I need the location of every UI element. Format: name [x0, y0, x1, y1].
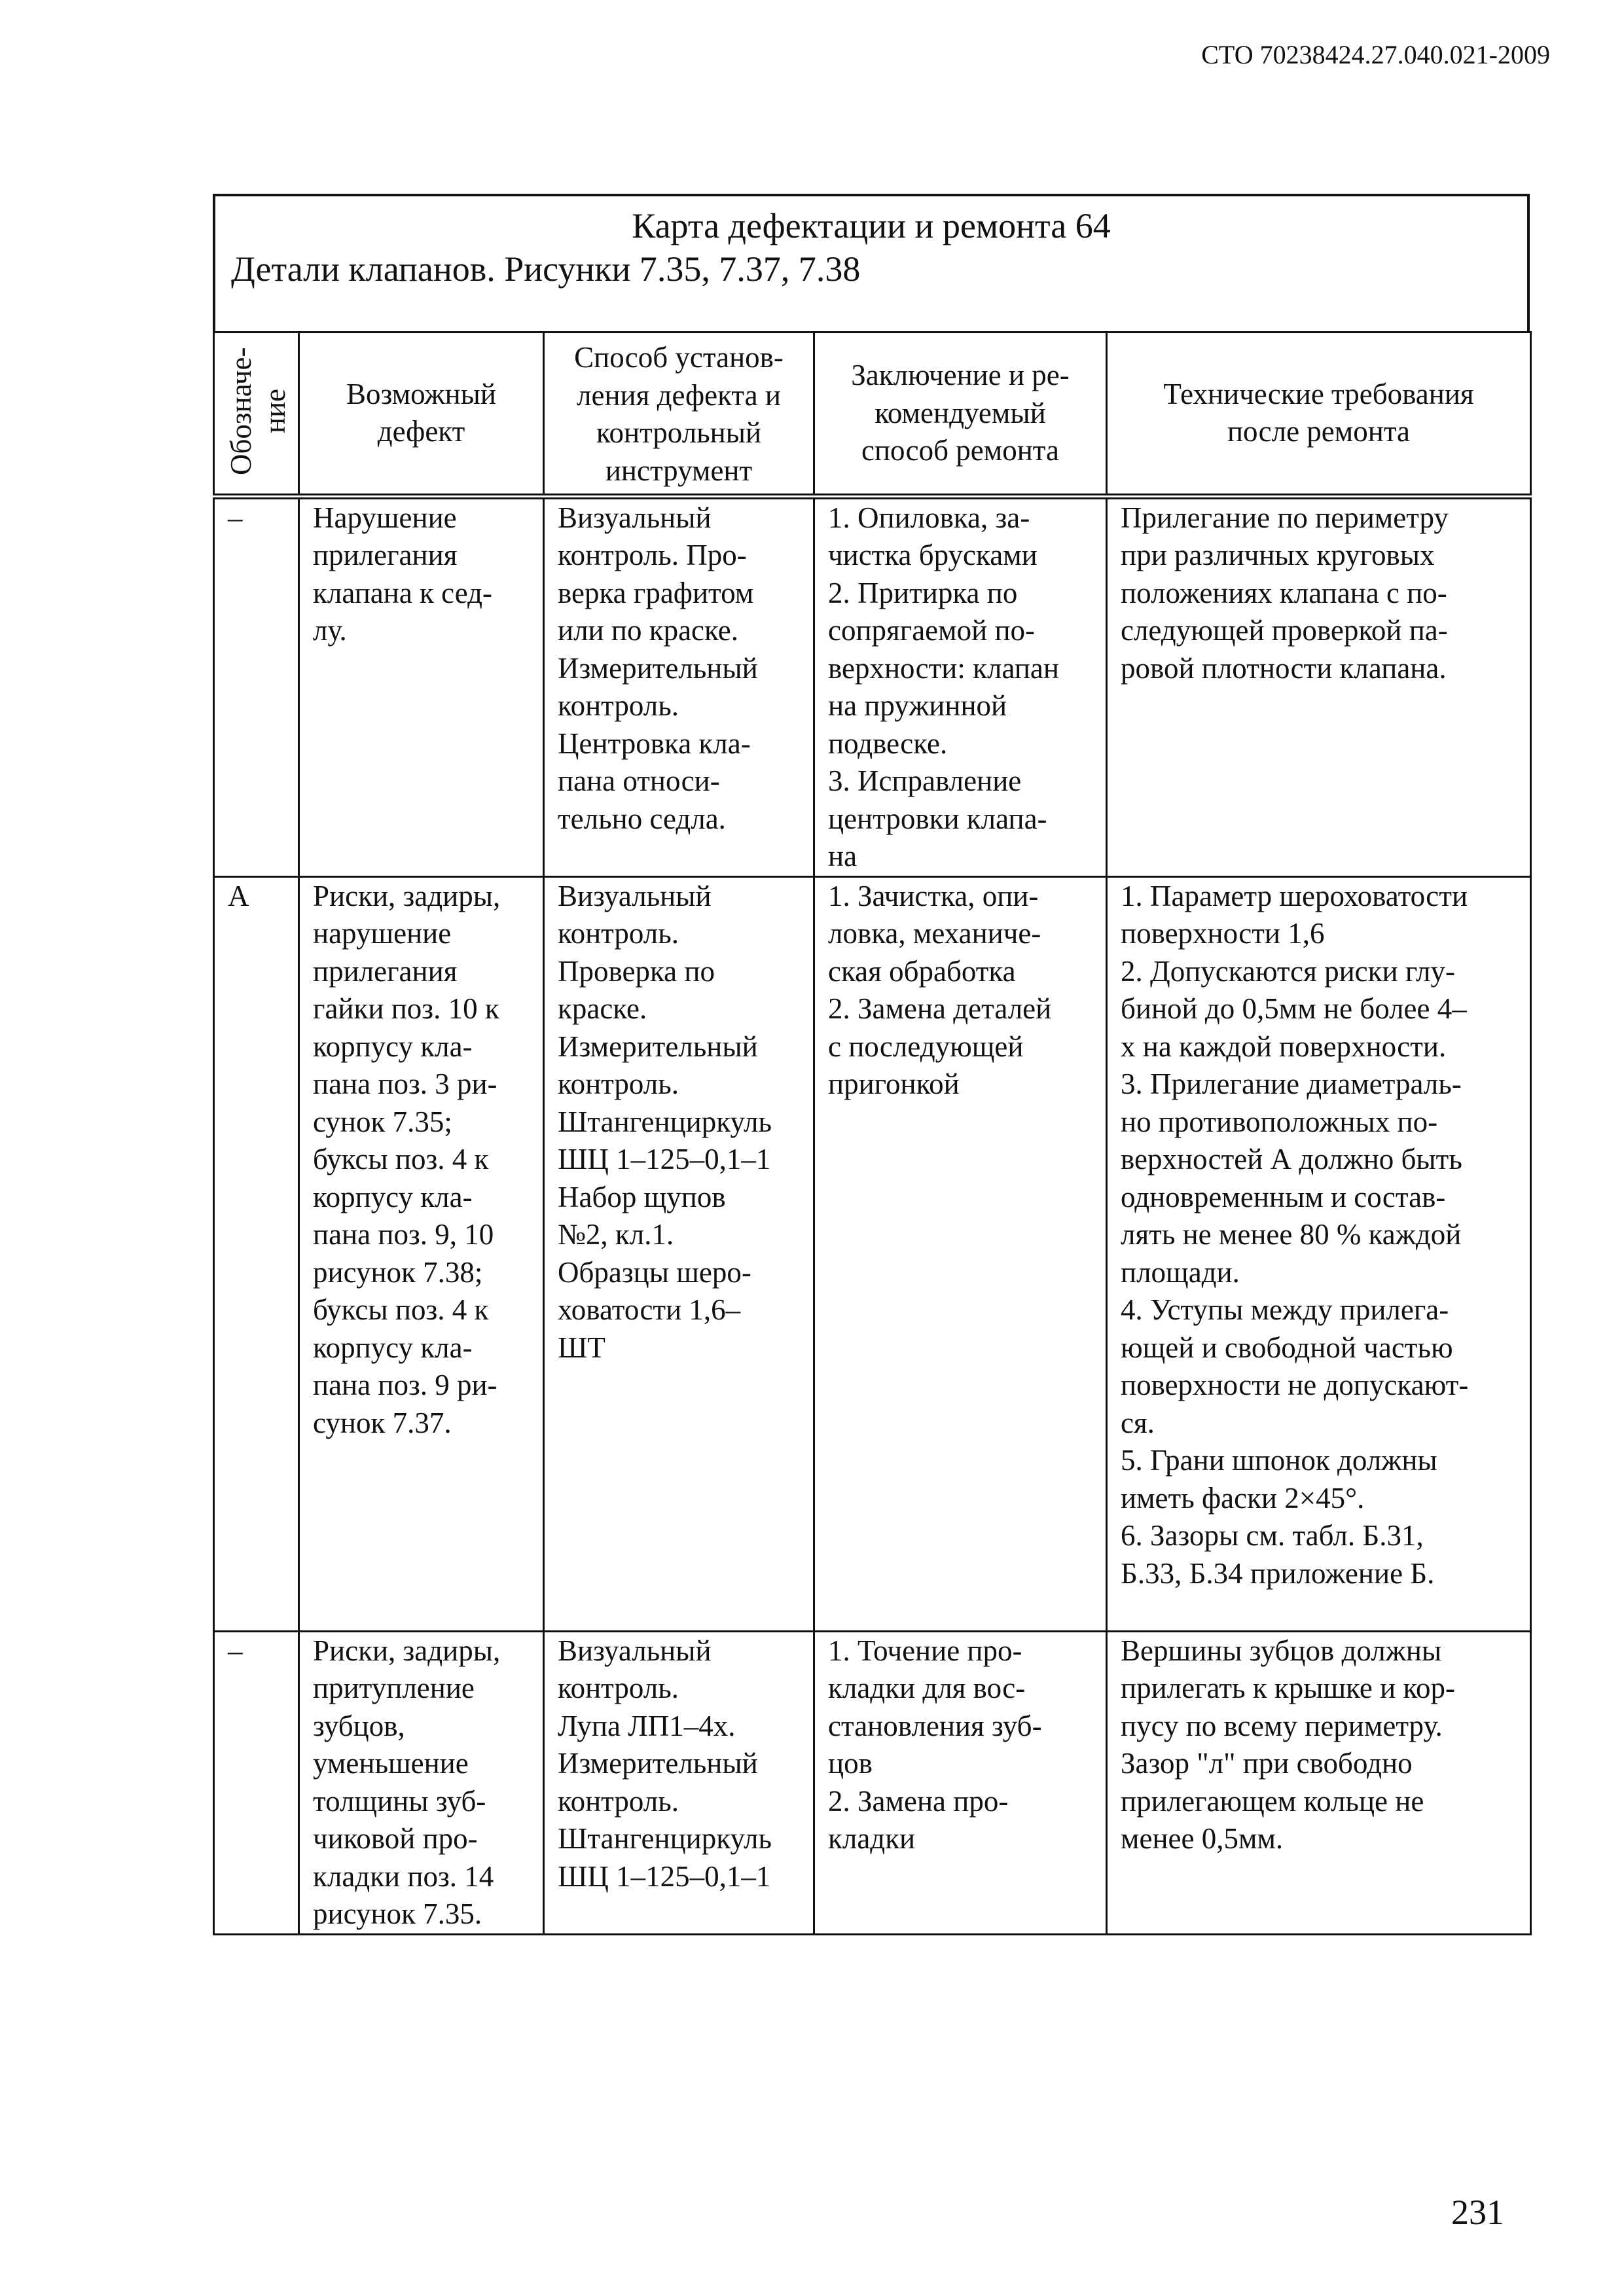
- cell-requirements: [1107, 496, 1531, 876]
- cell-conclusion: [814, 496, 1107, 876]
- cell-line: 2. Замена про-: [828, 1784, 1009, 1818]
- cell-line: кладки: [828, 1822, 916, 1855]
- cell-line: Прилегание по периметру: [1121, 501, 1449, 534]
- cell-line: лять не менее 80 % каждой: [1121, 1218, 1462, 1251]
- card-header-frame: [213, 194, 1530, 331]
- cell-line: толщины зуб-: [313, 1784, 486, 1818]
- table-row: [214, 1631, 1531, 1934]
- document-code: СТО 70238424.27.040.021-2009: [1201, 40, 1550, 69]
- header-line: Обозначе-: [225, 347, 257, 475]
- cell-line: 3. Исправление: [828, 764, 1022, 797]
- cell-line: контроль.: [558, 1067, 679, 1100]
- cell-defect: [299, 876, 544, 1631]
- cell-conclusion: [814, 876, 1107, 1631]
- table-header-row: [214, 332, 1531, 497]
- cell-method: [544, 496, 814, 876]
- defect-repair-table: [213, 331, 1532, 1935]
- cell-line: Вершины зубцов должны: [1121, 1634, 1442, 1667]
- cell-line: Риски, задиры,: [313, 879, 501, 912]
- cell-line: 1. Точение про-: [828, 1634, 1022, 1667]
- cell-line: Штангенциркуль: [558, 1105, 772, 1138]
- cell-line: контроль.: [558, 1784, 679, 1818]
- cell-method: [544, 876, 814, 1631]
- cell-designation: А: [214, 876, 299, 1631]
- cell-line: Визуальный: [558, 879, 712, 912]
- cell-line: поверхности не допускают-: [1121, 1369, 1469, 1401]
- cell-line: пана поз. 9 ри-: [313, 1369, 497, 1401]
- cell-line: 4. Уступы между прилега-: [1121, 1293, 1449, 1326]
- cell-designation: –: [214, 1631, 299, 1934]
- header-line: дефект: [377, 415, 465, 448]
- cell-line: ся.: [1121, 1406, 1155, 1439]
- cell-line: Образцы шеро-: [558, 1255, 751, 1289]
- cell-line: площади.: [1121, 1255, 1240, 1289]
- cell-line: 2. Притирка по: [828, 576, 1018, 609]
- cell-line: зубцов,: [313, 1709, 405, 1742]
- cell-line: Проверка по: [558, 954, 715, 988]
- cell-line: №2, кл.1.: [558, 1218, 674, 1251]
- cell-line: пригонкой: [828, 1067, 960, 1100]
- cell-line: 1. Параметр шероховатости: [1121, 879, 1468, 912]
- cell-line: Лупа ЛП1–4х.: [558, 1709, 736, 1742]
- cell-line: лу.: [313, 614, 347, 647]
- cell-line: Б.33, Б.34 приложение Б.: [1121, 1556, 1435, 1590]
- cell-line: Риски, задиры,: [313, 1634, 501, 1667]
- cell-line: ровой плотности клапана.: [1121, 651, 1447, 685]
- cell-line: 5. Грани шпонок должны: [1121, 1444, 1437, 1477]
- header-requirements: [1107, 332, 1531, 497]
- cell-line: чистка брусками: [828, 539, 1038, 571]
- cell-line: 1. Зачистка, опи-: [828, 879, 1039, 912]
- cell-line: нарушение: [313, 917, 452, 950]
- cell-line: притупление: [313, 1672, 475, 1704]
- cell-line: ШЦ 1–125–0,1–1: [558, 1859, 771, 1893]
- cell-line: контроль. Про-: [558, 539, 747, 571]
- cell-line: иметь фаски 2×45°.: [1121, 1481, 1365, 1515]
- cell-line: но противоположных по-: [1121, 1105, 1438, 1138]
- cell-line: контроль.: [558, 1672, 679, 1704]
- cell-line: 6. Зазоры см. табл. Б.31,: [1121, 1519, 1424, 1552]
- header-designation-text: [215, 333, 299, 484]
- cell-line: корпусу кла-: [313, 1331, 473, 1364]
- cell-line: верка графитом: [558, 576, 754, 609]
- cell-line: краске.: [558, 992, 647, 1025]
- cell-line: контроль.: [558, 917, 679, 950]
- table-row: [214, 876, 1531, 1631]
- card-subtitle: Детали клапанов. Рисунки 7.35, 7.37, 7.38: [231, 249, 861, 289]
- cell-line: ская обработка: [828, 954, 1016, 988]
- cell-line: при различных круговых: [1121, 539, 1435, 571]
- cell-line: 2. Допускаются риски глу-: [1121, 954, 1455, 988]
- cell-line: ющей и свободной частью: [1121, 1331, 1453, 1364]
- cell-line: центровки клапа-: [828, 802, 1047, 835]
- cell-line: сунок 7.35;: [313, 1105, 452, 1138]
- cell-line: буксы поз. 4 к: [313, 1143, 489, 1175]
- cell-line: корпусу кла-: [313, 1030, 473, 1063]
- cell-line: с последующей: [828, 1030, 1024, 1063]
- cell-line: на пружинной: [828, 689, 1007, 722]
- cell-line: на: [828, 840, 857, 872]
- cell-line: буксы поз. 4 к: [313, 1293, 489, 1326]
- header-line: ления дефекта и: [577, 378, 781, 412]
- cell-line: или по краске.: [558, 614, 738, 647]
- cell-line: сопрягаемой по-: [828, 614, 1036, 647]
- header-line: ние: [259, 388, 291, 434]
- cell-line: уменьшение: [313, 1747, 469, 1780]
- cell-line: Визуальный: [558, 501, 712, 534]
- header-line: контрольный: [596, 416, 762, 450]
- cell-line: верхностей А должно быть: [1121, 1143, 1462, 1175]
- table-row: [214, 496, 1531, 876]
- cell-line: чиковой про-: [313, 1822, 478, 1855]
- cell-line: Измерительный: [558, 1030, 758, 1063]
- header-method-text: [574, 339, 784, 490]
- cell-line: Визуальный: [558, 1634, 712, 1667]
- cell-line: биной до 0,5мм не более 4–: [1121, 992, 1467, 1025]
- cell-line: 2. Замена деталей: [828, 992, 1052, 1025]
- cell-requirements: [1107, 1631, 1531, 1934]
- cell-line: подвеске.: [828, 726, 948, 760]
- cell-line: сунок 7.37.: [313, 1406, 452, 1439]
- cell-line: контроль.: [558, 689, 679, 722]
- cell-requirements: [1107, 876, 1531, 1631]
- cell-line: верхности: клапан: [828, 651, 1059, 685]
- header-defect: [299, 332, 544, 497]
- cell-defect: [299, 496, 544, 876]
- cell-line: пусу по всему периметру.: [1121, 1709, 1443, 1742]
- cell-designation: –: [214, 496, 299, 876]
- cell-line: Набор щупов: [558, 1180, 726, 1213]
- header-line: Способ установ-: [574, 341, 784, 374]
- cell-line: клапана к сед-: [313, 576, 492, 609]
- cell-line: рисунок 7.38;: [313, 1255, 483, 1289]
- header-method: [544, 332, 814, 497]
- cell-line: ШТ: [558, 1331, 605, 1364]
- cell-line: прилегать к крышке и кор-: [1121, 1672, 1456, 1704]
- cell-line: пана поз. 3 ри-: [313, 1067, 497, 1100]
- cell-line: пана поз. 9, 10: [313, 1218, 494, 1251]
- cell-line: Нарушение: [313, 501, 457, 534]
- cell-conclusion: [814, 1631, 1107, 1934]
- cell-line: корпусу кла-: [313, 1180, 473, 1213]
- header-line: комендуемый: [875, 396, 1046, 429]
- cell-method: [544, 1631, 814, 1934]
- header-conclusion: [814, 332, 1107, 497]
- header-line: Заключение и ре-: [851, 359, 1070, 391]
- cell-line: следующей проверкой па-: [1121, 614, 1448, 647]
- header-designation: [214, 332, 299, 497]
- cell-line: становления зуб-: [828, 1709, 1042, 1742]
- cell-line: 3. Прилегание диаметраль-: [1121, 1067, 1462, 1100]
- cell-line: прилегающем кольце не: [1121, 1784, 1424, 1818]
- cell-line: х на каждой поверхности.: [1121, 1030, 1447, 1063]
- cell-line: положениях клапана с по-: [1121, 576, 1447, 609]
- cell-line: рисунок 7.35.: [313, 1897, 482, 1930]
- header-line: способ ремонта: [861, 434, 1059, 467]
- cell-line: 1. Опиловка, за-: [828, 501, 1030, 534]
- cell-line: кладки для вос-: [828, 1672, 1026, 1704]
- cell-line: поверхности 1,6: [1121, 917, 1325, 950]
- cell-line: цов: [828, 1747, 873, 1780]
- cell-line: гайки поз. 10 к: [313, 992, 499, 1025]
- cell-line: прилегания: [313, 954, 458, 988]
- cell-line: Штангенциркуль: [558, 1822, 772, 1855]
- cell-line: ШЦ 1–125–0,1–1: [558, 1143, 771, 1175]
- cell-line: Измерительный: [558, 1747, 758, 1780]
- header-line: инструмент: [605, 454, 753, 487]
- cell-line: пана относи-: [558, 764, 720, 797]
- cell-line: ловка, механиче-: [828, 917, 1041, 950]
- card-title: Карта дефектации и ремонта 64: [632, 206, 1111, 245]
- cell-line: Центровка кла-: [558, 726, 751, 760]
- cell-line: Измерительный: [558, 651, 758, 685]
- header-line: после ремонта: [1227, 415, 1411, 448]
- cell-line: менее 0,5мм.: [1121, 1822, 1284, 1855]
- cell-line: прилегания: [313, 539, 458, 571]
- cell-line: кладки поз. 14: [313, 1859, 494, 1893]
- header-line: Технические требования: [1163, 377, 1474, 410]
- page-number: 231: [1451, 2193, 1504, 2232]
- cell-line: тельно седла.: [558, 802, 726, 835]
- cell-line: Зазор "л" при свободно: [1121, 1747, 1413, 1780]
- cell-line: ховатости 1,6–: [558, 1293, 741, 1326]
- header-line: Возможный: [346, 377, 496, 410]
- cell-line: одновременным и состав-: [1121, 1180, 1446, 1213]
- cell-defect: [299, 1631, 544, 1934]
